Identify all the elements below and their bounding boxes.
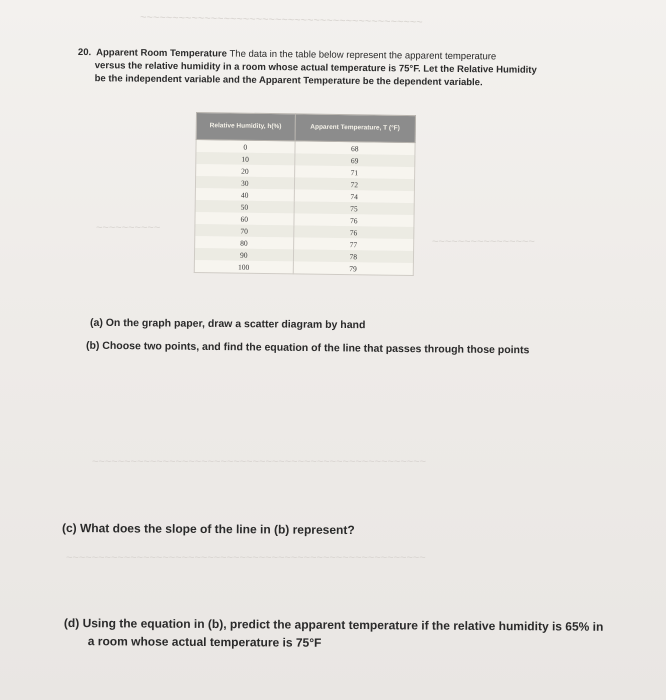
temperature-cell: 71 xyxy=(294,165,415,179)
part-d-prompt xyxy=(64,614,654,654)
part-d-line-1: (d) Using the equation in (b), predict the apparent temperature if the relative humidity is 65% in xyxy=(63,615,604,634)
table-header-row xyxy=(196,113,415,143)
question-header xyxy=(78,46,598,90)
question-intro-2: versus the relative humidity in a room whose actual temperature is 75°F. Let the Relative Humidity xyxy=(94,60,537,76)
temperature-cell: 77 xyxy=(293,237,414,251)
bleed-through-text: ~~~~~~~~~~~~~~~~~~~~~~~~~~~~~~~~~~~~~~~~~~~~~~~~~~~~ xyxy=(92,456,427,468)
part-d-line-2: a room whose actual temperature is 75°F xyxy=(87,634,322,650)
humidity-cell: 40 xyxy=(195,188,294,201)
humidity-cell: 0 xyxy=(196,140,295,154)
humidity-temperature-table xyxy=(194,112,416,276)
bleed-through-text: ~~~~~~~~~~~~~~~~ xyxy=(432,236,535,248)
humidity-cell: 80 xyxy=(195,236,294,249)
part-b-prompt: (b) Choose two points, and find the equation of the line that passes through those points xyxy=(85,339,530,357)
question-intro-1: The data in the table below represent the apparent temperature xyxy=(229,48,497,63)
humidity-cell: 60 xyxy=(195,212,294,225)
humidity-cell: 100 xyxy=(194,260,293,274)
temperature-cell: 72 xyxy=(294,177,415,191)
bleed-through-text: ~~~~~~~~~~~~~~~~~~~~~~~~~~~~~~~~~~~~~~~~~~~~ xyxy=(139,11,423,29)
part-c-prompt: (c) What does the slope of the line in (b) represent? xyxy=(61,520,355,538)
humidity-cell: 30 xyxy=(195,176,294,189)
humidity-cell: 50 xyxy=(195,200,294,213)
part-a-prompt: (a) On the graph paper, draw a scatter diagram by hand xyxy=(89,316,366,332)
bleed-through-text: ~~~~~~~~~~~~~~~~~~~~~~~~~~~~~~~~~~~~~~~~~~~~~~~~~~~~~~~~ xyxy=(66,552,426,564)
question-intro-3: be the independent variable and the Apparent Temperature be the dependent variable. xyxy=(94,73,483,89)
question-title: Apparent Room Temperature xyxy=(96,47,227,60)
temperature-cell: 74 xyxy=(294,189,415,203)
temperature-cell: 78 xyxy=(293,249,414,263)
question-number: 20. xyxy=(77,46,92,59)
header-apparent-temperature: Apparent Temperature, T (°F) xyxy=(295,114,416,143)
humidity-cell: 90 xyxy=(194,248,293,261)
bleed-through-text: ~~~~~~~~~~ xyxy=(96,222,161,234)
table-row xyxy=(194,260,413,276)
temperature-cell: 69 xyxy=(294,153,415,167)
humidity-cell: 10 xyxy=(196,152,295,165)
humidity-cell: 70 xyxy=(195,224,294,237)
temperature-cell: 79 xyxy=(293,261,414,275)
temperature-cell: 68 xyxy=(294,141,415,155)
temperature-cell: 75 xyxy=(294,201,415,215)
header-relative-humidity: Relative Humidity, h(%) xyxy=(196,113,295,141)
humidity-cell: 20 xyxy=(196,164,295,177)
temperature-cell: 76 xyxy=(293,213,414,227)
temperature-cell: 76 xyxy=(293,225,414,239)
